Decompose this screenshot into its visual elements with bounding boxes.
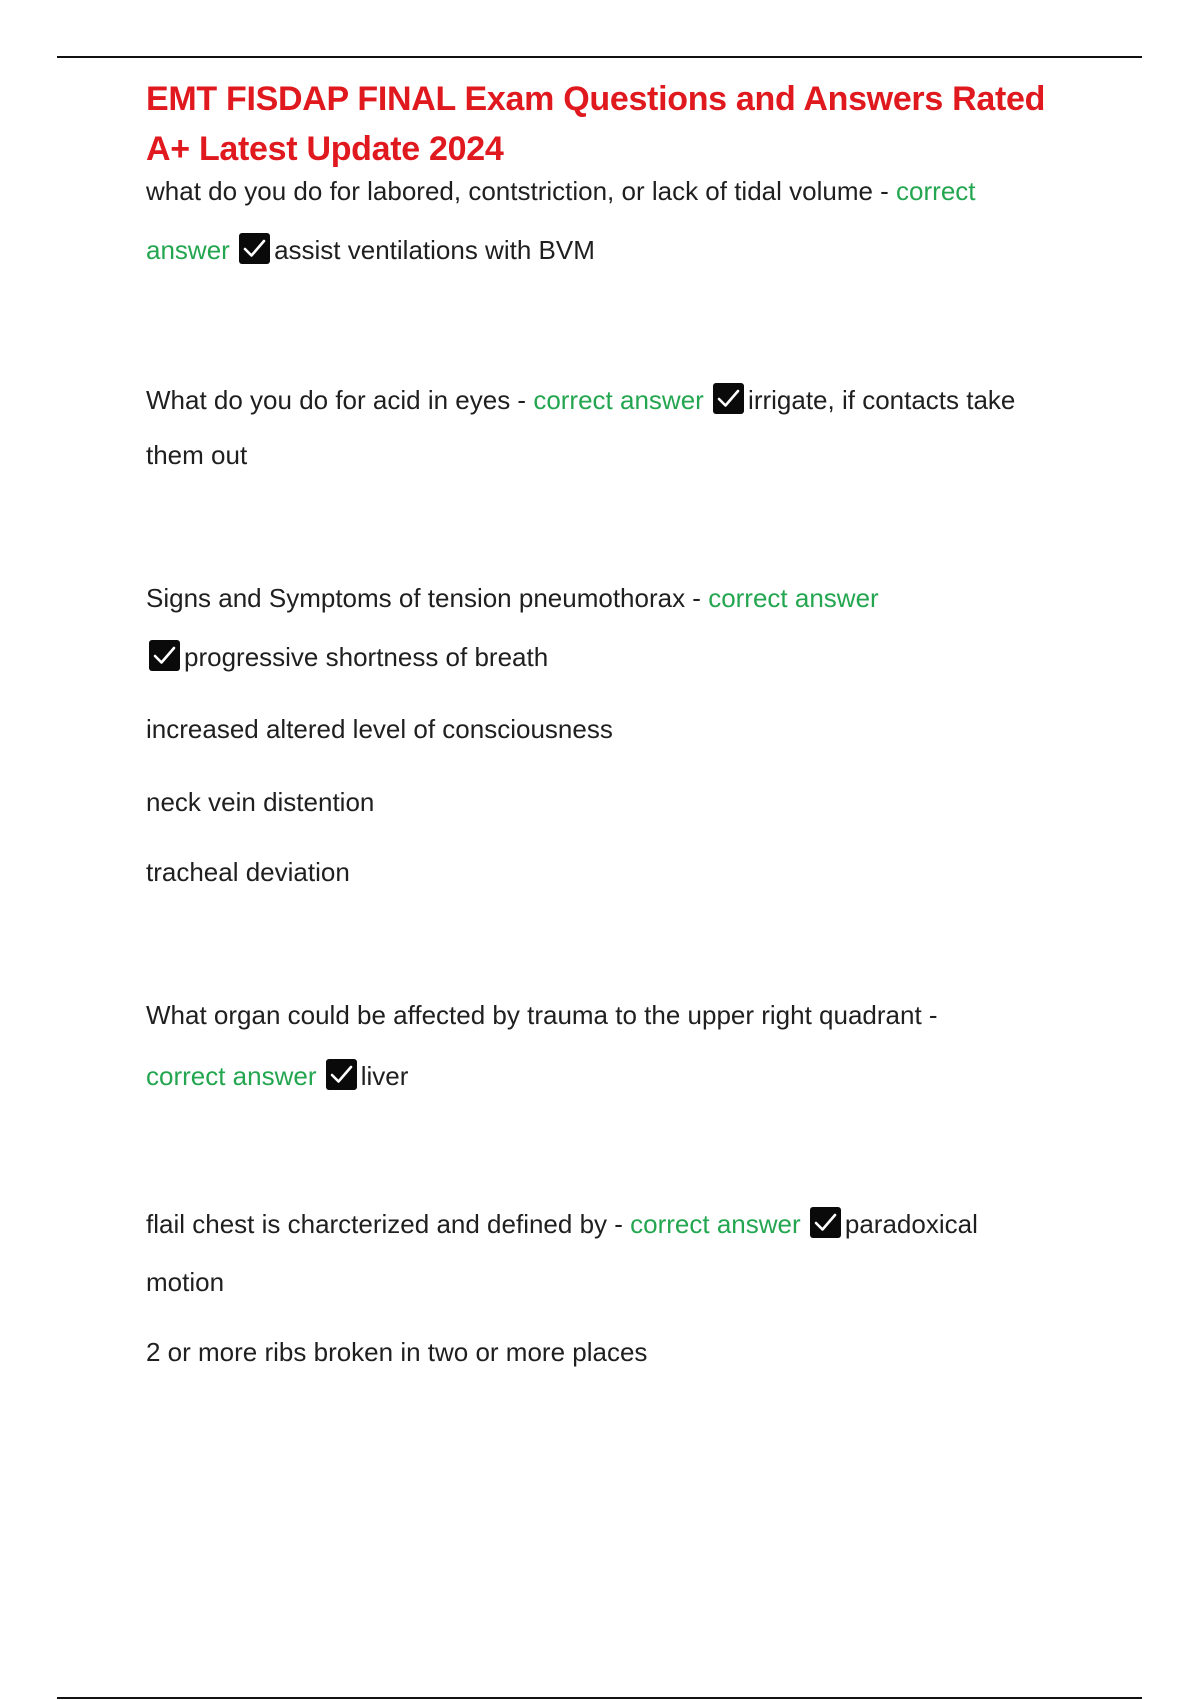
question-3 [146,582,879,614]
question-text: Signs and Symptoms of tension pneumothorax - [146,583,709,613]
correct-answer-marker: correct answer [708,583,879,613]
answer-3-line-4 [146,856,350,888]
correct-answer-marker: correct answer [630,1209,801,1239]
question-1 [146,175,976,207]
answer-3-line-1 [146,640,548,673]
answer-text: neck vein distention [146,787,375,817]
correct-answer-marker: correct answer [146,1061,317,1091]
question-4 [146,999,938,1031]
answer-text: motion [146,1267,225,1297]
checkmark-box-icon [713,383,744,414]
question-text: flail chest is charcterized and defined by - [146,1209,631,1239]
answer-4 [146,1059,408,1092]
answer-text: 2 or more ribs broken in two or more places [146,1337,648,1367]
answer-3-line-3 [146,786,374,818]
answer-text: them out [146,440,248,470]
answer-text: liver [360,1061,409,1091]
question-text: What do you do for acid in eyes - [146,385,534,415]
answer-text: progressive shortness of breath [184,642,549,672]
checkmark-box-icon [149,640,180,671]
answer-1 [146,233,595,266]
footer-rule [57,1697,1142,1699]
answer-5-line-2 [146,1336,647,1368]
correct-answer-marker: correct answer [533,385,704,415]
answer-text: increased altered level of consciousness [146,714,613,744]
answer-text: tracheal deviation [146,857,350,887]
answer-text: irrigate, if contacts take [748,385,1016,415]
correct-answer-marker: answer [146,235,230,265]
checkmark-box-icon [239,233,270,264]
question-text: What organ could be affected by trauma to the upper right quadrant - [146,1000,938,1030]
answer-2-continued [146,439,247,471]
answer-text: assist ventilations with BVM [274,235,595,265]
answer-text: paradoxical [844,1209,978,1239]
correct-answer-marker: correct [896,176,976,206]
question-2 [146,383,1015,416]
question-5 [146,1207,978,1240]
checkmark-box-icon [326,1059,357,1090]
header-rule [57,56,1142,58]
answer-5-continued [146,1266,224,1298]
checkmark-box-icon [810,1207,841,1238]
answer-3-line-2 [146,713,613,745]
document-title: EMT FISDAP FINAL Exam Questions and Answers Rated A+ Latest Update 2024 [146,80,1046,168]
question-text: what do you do for labored, contstriction, or lack of tidal volume - [146,176,897,206]
